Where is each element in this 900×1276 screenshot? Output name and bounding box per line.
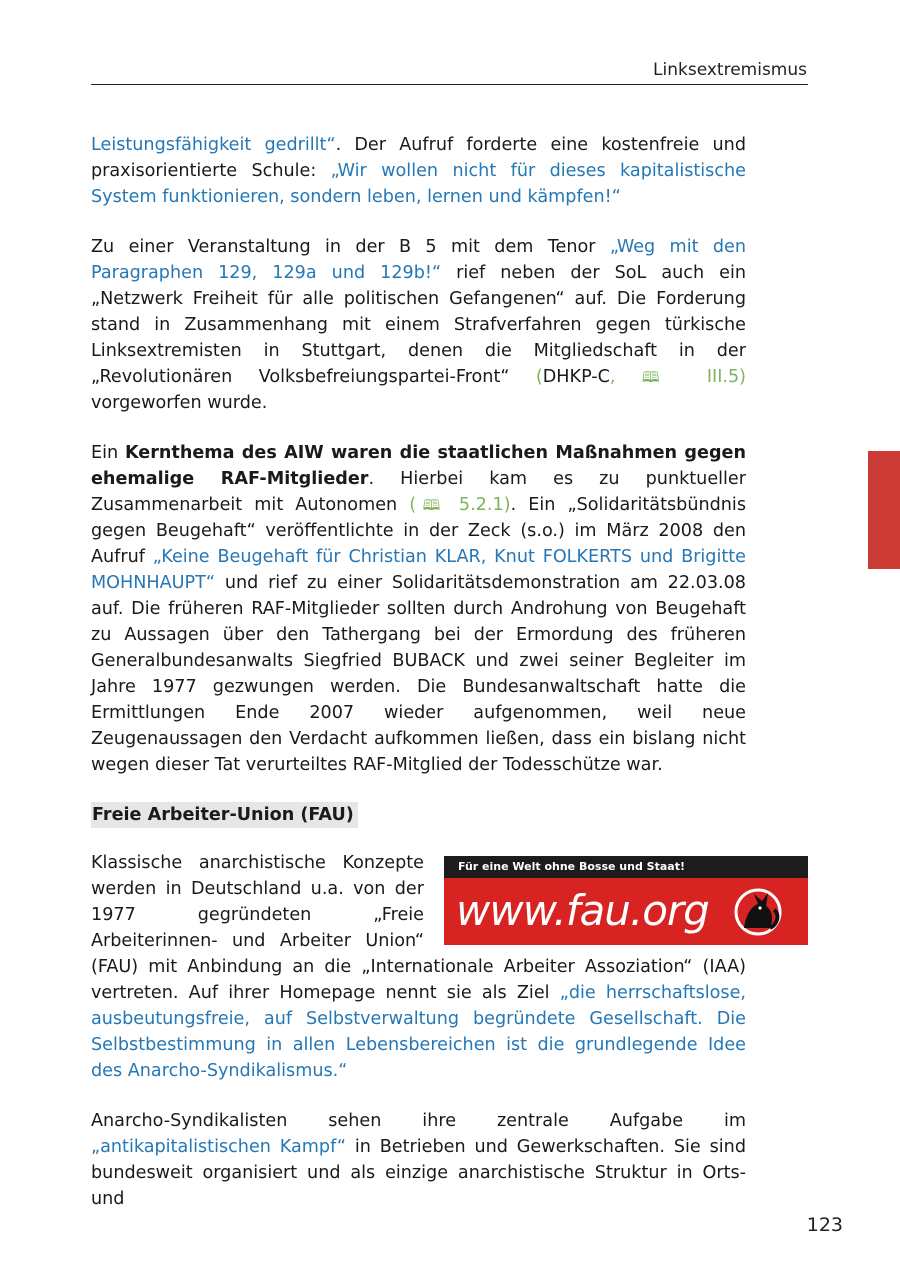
text: . Hierbei kam es zu punktueller Zusammenarbeit mit Autonomen [91, 469, 746, 515]
quote: „antikapitalistischen Kampf“ [91, 1137, 346, 1157]
quote: „die herrschaftslose, ausbeutungsfreie, auf Selbstverwaltung begründete Gesellschaft. Die Selbstbestimmung in allen Lebensbereichen ist die grundlegende Idee des Anarcho-Syndikalismus.“ [91, 983, 746, 1081]
quote: „Keine Beugehaft für Christian KLAR, Knut FOLKERTS und Brigitte MOHNHAUPT“ [91, 547, 746, 593]
paragraph-5 [91, 1108, 746, 1212]
text: Ein [91, 443, 125, 463]
text: Klassische anarchistische Konzepte werden in Deutschland u.a. von der 1977 gegründeten „Freie Arbeiterinnen- und Arbeiter Union“ (FAU) mit Anbindung an die „Internationale Arbeiter Assoziation“ (IAA) vertreten. Auf ihrer Homepage nennt sie als Ziel [91, 853, 746, 1003]
text: DHKP-C [542, 367, 610, 387]
text: . Der Aufruf forderte eine kostenfreie und praxisorientierte Schule: [91, 135, 746, 181]
book-icon: 🕮 [641, 368, 681, 386]
paragraph-4 [91, 850, 746, 1084]
fau-banner-image [444, 856, 808, 945]
book-icon: 🕮 [416, 496, 447, 514]
body-text [91, 132, 746, 1236]
ref-paren: ( [409, 495, 417, 515]
cross-reference-link[interactable]: 5.2.1) [446, 495, 511, 515]
text: rief neben der SoL auch ein „Netzwerk Freiheit für alle politischen Gefangenen“ auf. Die Forderung stand in Zusammenhang mit einem Strafverfahren gegen türkische Linksextremisten in Stuttgart, denen die Mitgliedschaft in der „Revolutionären Volksbefreiungspartei-Front“ [91, 263, 746, 387]
paragraph-1 [91, 132, 746, 210]
text: in Betrieben und Gewerkschaften. Sie sind bundesweit organisiert und als einzige anarchistische Struktur in Orts- und [91, 1137, 746, 1209]
paragraph-3 [91, 440, 746, 778]
cross-reference-link[interactable]: III.5) [680, 367, 747, 387]
banner-url: www.fau.org [456, 886, 709, 935]
text: Zu einer Veranstaltung in der B 5 mit dem Tenor [91, 237, 610, 257]
text: und rief zu einer Solidaritätsdemonstration am 22.03.08 auf. Die früheren RAF-Mitglieder sollten durch Androhung von Beugehaft zu Aussagen über den Tathergang bei der Ermordung des früheren Generalbundesanwalts Siegfried BUBACK und zwei seiner Begleiter im Jahre 1977 gezwungen werden. Die Bundesanwaltschaft hatte die Ermittlungen Ende 2007 wieder aufgenommen, weil neue Zeugenaussagen den Verdacht aufkommen ließen, dass ein bislang nicht wegen dieser Tat verurteiltes RAF-Mitglied der Todesschütze war. [91, 573, 746, 775]
quote: Leistungsfähigkeit gedrillt“ [91, 135, 336, 155]
bold-text: Kernthema des AIW waren die staatlichen Maßnahmen gegen ehemalige RAF-Mitglieder [91, 443, 746, 489]
text: vorgeworfen wurde. [91, 393, 268, 413]
quote: „Weg mit den Paragraphen 129, 129a und 129b!“ [91, 237, 746, 283]
header-rule [91, 84, 808, 85]
chapter-tab-marker [868, 451, 900, 569]
section-heading: Freie Arbeiter-Union (FAU) [91, 802, 358, 828]
paragraph-2 [91, 234, 746, 416]
quote: „Wir wollen nicht für dieses kapitalistische System funktionieren, sondern leben, lernen und kämpfen!“ [91, 161, 746, 207]
black-cat-icon [730, 884, 786, 940]
header-title: Linksextremismus [653, 60, 807, 80]
ref-paren: ( [535, 367, 543, 387]
text: . Ein „Solidaritätsbündnis gegen Beugehaft“ veröffentlichte in der Zeck (s.o.) im März 2008 den Aufruf [91, 495, 746, 567]
text: Anarcho-Syndikalisten sehen ihre zentrale Aufgabe im [91, 1111, 746, 1131]
page-number: 123 [806, 1214, 843, 1236]
banner-tagline: Für eine Welt ohne Bosse und Staat! [444, 856, 808, 878]
ref-separator: , [609, 367, 642, 387]
